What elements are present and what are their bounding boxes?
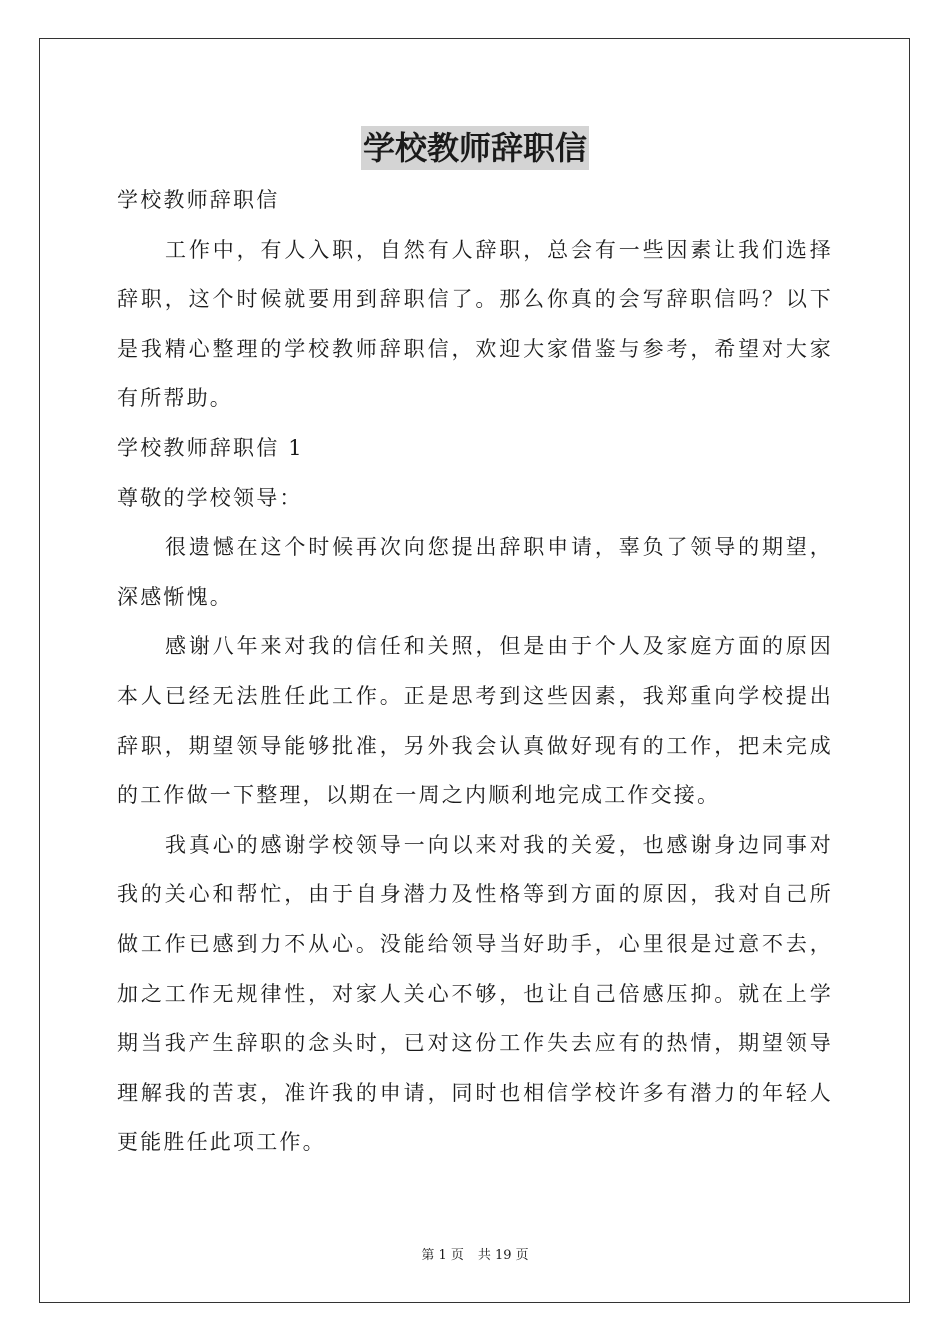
paragraph: 学校教师辞职信 1: [117, 435, 304, 460]
paragraph: 感谢八年来对我的信任和关照，但是由于个人及家庭方面的原因本人已经无法胜任此工作。正是思考到这些因素，我郑重向学校提出辞职，期望领导能够批准，另外我会认真做好现有的工作，把未完成的工作做一下整理，以期在一周之内顺利地完成工作交接。: [117, 634, 833, 808]
paragraph: 学校教师辞职信: [117, 188, 280, 212]
page-total: 共 19 页: [477, 1248, 529, 1263]
paragraph: 我真心的感谢学校领导一向以来对我的关爱，也感谢身边同事对我的关心和帮忙，由于自身潜力及性格等到方面的原因，我对自己所做工作已感到力不从心。没能给领导当好助手，心里很是过意不去，加之工作无规律性，对家人关心不够，也让自己倍感压抑。就在上学期当我产生辞职的念头时，已对这份工作失去应有的热情，期望领导理解我的苦衷，准许我的申请，同时也相信学校许多有潜力的年轻人更能胜任此项工作。: [117, 832, 833, 1155]
document-body: [117, 176, 833, 1168]
page-footer: [0, 1246, 950, 1266]
paragraph: 很遗憾在这个时候再次向您提出辞职申请，辜负了领导的期望，深感惭愧。: [117, 535, 833, 609]
document-title: 学校教师辞职信: [361, 126, 589, 170]
page-number: 第 1 页: [421, 1248, 464, 1263]
title-container: [0, 126, 950, 170]
paragraph: 工作中，有人入职，自然有人辞职，总会有一些因素让我们选择辞职，这个时候就要用到辞职信了。那么你真的会写辞职信吗？以下是我精心整理的学校教师辞职信，欢迎大家借鉴与参考，希望对大家有所帮助。: [117, 237, 833, 411]
paragraph: 尊敬的学校领导：: [117, 485, 303, 510]
